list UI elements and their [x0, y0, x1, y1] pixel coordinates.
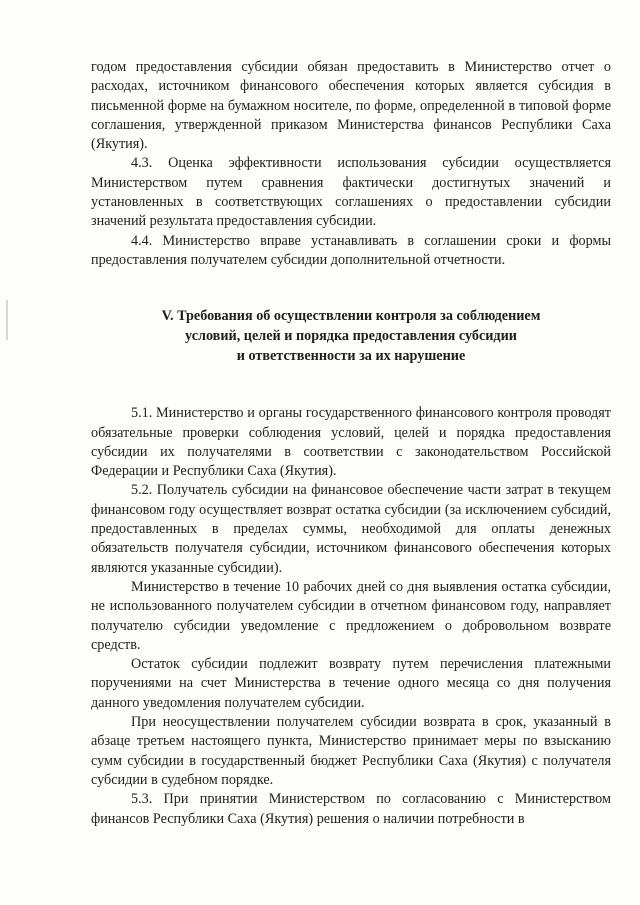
paragraph: 5.2. Получатель субсидии на финансовое обеспечение части затрат в текущем финансовом году осуществляет возврат остатка субсидии (за исключением субсидий, предоставленных в пределах суммы, необходимой для оплаты денежных обязательств получателя субсидии, источником финансового обеспечения которых являются указанные субсидии). [91, 482, 611, 576]
paragraph: При неосуществлении получателем субсидии возврата в срок, указанный в абзаце третьем настоящего пункта, Министерство принимает меры по взысканию сумм субсидии в государственный бюджет Республики Саха (Якутия) с получателя субсидии в судебном порядке. [91, 714, 611, 788]
paragraph: Остаток субсидии подлежит возврату путем перечисления платежными поручениями на счет Министерства в течение одного месяца со дня получения данного уведомления получателем субсидии. [91, 656, 611, 711]
paragraph: 5.3. При принятии Министерством по согласованию с Министерством финансов Республики Саха (Якутия) решения о наличии потребности в [91, 791, 611, 827]
paragraph: годом предоставления субсидии обязан предоставить в Министерство отчет о расходах, источником финансового обеспечения которых является субсидия в письменной форме на бумажном носителе, по форме, определенной в типовой форме соглашения, утвержденной приказом Министерства финансов Республики Саха (Якутия). [91, 59, 611, 153]
paragraph: 4.3. Оценка эффективности использования субсидии осуществляется Министерством путем сравнения фактически достигнутых значений и установленных в соответствующих соглашениях о предоставлении субсидии значений результата предоставления субсидии. [91, 155, 611, 230]
section-heading [91, 306, 611, 366]
section-heading-line: условий, целей и порядка предоставления субсидии [185, 328, 517, 345]
scan-edge-mark [6, 300, 8, 340]
paragraph: 5.1. Министерство и органы государственного финансового контроля проводят обязательные проверки соблюдения условий, целей и порядка предоставления субсидии их получателями в соответствии с законодательством Российской Федерации и Республики Саха (Якутия). [91, 405, 611, 480]
paragraph: Министерство в течение 10 рабочих дней со дня выявления остатка субсидии, не использованного получателем субсидии в отчетном финансовом году, направляет получателю субсидии уведомление с предложением о добровольном возврате средств. [91, 578, 611, 653]
document-body [91, 58, 611, 829]
section-heading-line: V. Требования об осуществлении контроля за соблюдением [161, 308, 541, 325]
section-heading-line: и ответственности за их нарушение [236, 348, 466, 365]
paragraph: 4.4. Министерство вправе устанавливать в соглашении сроки и формы предоставления получателем субсидии дополнительной отчетности. [91, 232, 611, 268]
